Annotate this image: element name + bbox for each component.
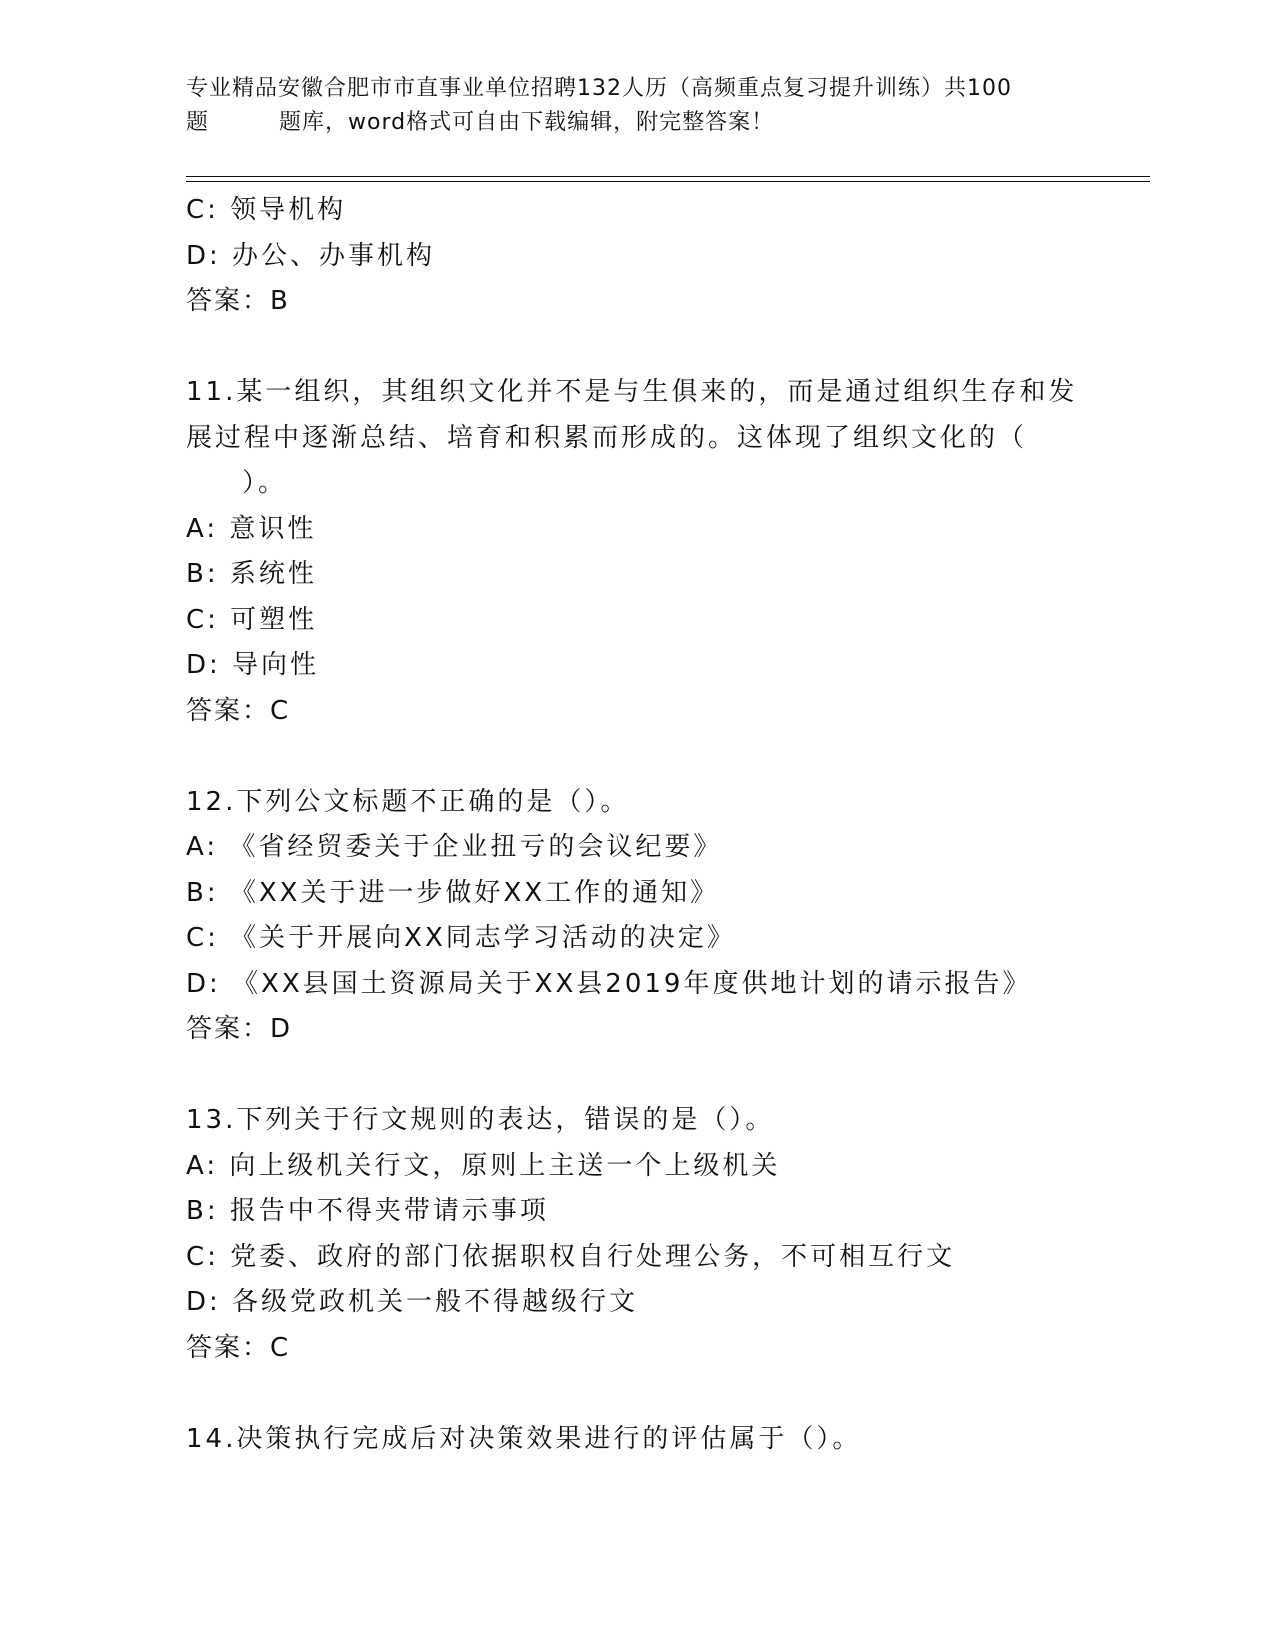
header-divider-top xyxy=(186,176,1150,177)
question-stem: ）。 xyxy=(242,468,288,498)
spacer xyxy=(186,325,1106,371)
header-title-line1: 专业精品安徽合肥市市直事业单位招聘132人历（高频重点复习提升训练）共100 xyxy=(186,76,1012,101)
spacer xyxy=(186,734,1106,780)
spacer xyxy=(186,1371,1106,1417)
option-d: D: 《XX县国土资源局关于XX县2019年度供地计划的请示报告》 xyxy=(186,968,1032,999)
option-b: B: 系统性 xyxy=(186,559,317,589)
option-c: C: 党委、政府的部门依据职权自行处理公务，不可相互行文 xyxy=(186,1241,956,1272)
question-13 xyxy=(186,1098,1106,1371)
option-a: A: 向上级机关行文，原则上主送一个上级机关 xyxy=(186,1150,781,1181)
header-divider-bottom xyxy=(186,181,1150,182)
option-b: B: 报告中不得夹带请示事项 xyxy=(186,1196,549,1226)
option-d: D: 办公、办事机构 xyxy=(186,240,436,271)
question-stem: 14.决策执行完成后对决策效果进行的评估属于（）。 xyxy=(186,1423,862,1454)
question-12 xyxy=(186,780,1106,1053)
question-11 xyxy=(186,370,1106,734)
option-a: A: 意识性 xyxy=(186,513,317,544)
header-title-line2-start: 题 xyxy=(186,110,210,135)
answer: 答案：C xyxy=(186,1332,291,1363)
option-c: C: 《关于开展向XX同志学习活动的决定》 xyxy=(186,923,736,953)
answer: 答案：C xyxy=(186,695,291,726)
header-title-line2 xyxy=(186,106,1086,140)
document-header xyxy=(186,72,1086,140)
option-c: C: 领导机构 xyxy=(186,195,347,225)
question-stem: 13.下列关于行文规则的表达，错误的是（）。 xyxy=(186,1105,775,1135)
question-14 xyxy=(186,1417,1106,1463)
question-stem: 12.下列公文标题不正确的是（）。 xyxy=(186,786,630,817)
spacer xyxy=(186,1053,1106,1099)
question-list xyxy=(186,188,1106,1462)
option-b: B: 《XX关于进一步做好XX工作的通知》 xyxy=(186,877,720,908)
option-d: D: 各级党政机关一般不得越级行文 xyxy=(186,1287,639,1317)
option-c: C: 可塑性 xyxy=(186,604,318,635)
answer: 答案：B xyxy=(186,286,290,316)
option-a: A: 《省经贸委关于企业扭亏的会议纪要》 xyxy=(186,832,723,862)
question-stem: 11.某一组织，其组织文化并不是与生俱来的，而是通过组织生存和发 xyxy=(186,377,1078,407)
answer: 答案：D xyxy=(186,1014,293,1044)
header-title-line2-rest: 题库，word格式可自由下载编辑，附完整答案！ xyxy=(279,110,775,135)
option-d: D: 导向性 xyxy=(186,650,320,680)
question-stem: 展过程中逐渐总结、培育和积累而形成的。这体现了组织文化的（ xyxy=(186,422,1028,453)
